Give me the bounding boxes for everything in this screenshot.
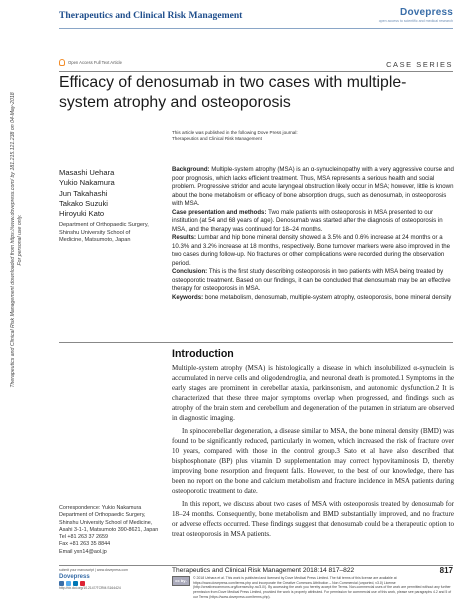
author-list [59, 168, 115, 219]
sidebar-line: For personal use only. [17, 214, 23, 266]
correspondence-line: Shinshu University School of Medicine, [59, 519, 153, 526]
intro-paragraph: Multiple-system atrophy (MSA) is histologically a disease in which insolubilized α-synuclein is accumulated in nerve cells and oligodendroglia, and neuronal death is promoted.1 Symptoms in the early stages are prominent in cerebellar ataxia, parkinsonism, and autonomic dysfunction.2 It is characterized that these three major symptoms overlap when progressed, and findings such as atrophy of the brain stem and cerebellum and degeneration of the putamen in striatum are observed in diagnostic imaging. [172, 364, 454, 422]
abstract-text: bone metabolism, denosumab, multiple-system atrophy, osteoporosis, bone mineral density [204, 293, 452, 301]
abstract-label: Case presentation and methods: [172, 208, 267, 216]
intro-paragraph: In spinocerebellar degeneration, a disease similar to MSA, the bone mineral density (BMD) was found to be significantly reduced, particularly in women, which increased the risk of fracture over 10 years, compared with those in the control group.3 Sato et al have also described that bisphosphonate (BP) plus vitamin D supplementation may correct hypovitaminosis D, thereby improving bone resorption and frequent falls. However, to the best of our knowledge, there has been no report on the bone and calcium metabolism and fracture incidence in MSA patients during osteoporotic treatment to date. [172, 427, 454, 495]
publisher-logo[interactable] [379, 7, 453, 23]
correspondence-line: Correspondence: Yukio Nakamura [59, 505, 142, 511]
publisher-tagline: open access to scientific and medical research [378, 19, 453, 23]
correspondence-line: Department of Orthopaedic Surgery, [59, 512, 146, 519]
affiliation-line: Shinshu University School of [59, 229, 131, 236]
section-heading: Introduction [172, 348, 234, 360]
correspondence-line: Tel +81 263 37 2659 [59, 534, 109, 541]
abstract-text: This is the first study describing osteoporosis in two patients with MSA being treated by osteoporotic treatment. Based on our findings, it can be concluded that denosumab may be an effective therapy for osteoporosis in MSA. [172, 268, 451, 292]
footer-brand[interactable]: Dovepress [59, 573, 90, 580]
download-sidebar [6, 92, 28, 388]
author-name: Takako Suzuki [59, 198, 108, 208]
correspondence-email[interactable]: Email yxn14@aol.jp [59, 548, 107, 555]
abstract-background [172, 166, 454, 209]
journal-title: Therapeutics and Clinical Risk Management [59, 10, 243, 21]
page-number: 817 [439, 566, 453, 575]
sidebar-text [10, 92, 24, 387]
abstract-results [172, 234, 454, 268]
intro-paragraph: In this report, we discuss about two cases of MSA with osteoporosis treated by denosumab for 18–24 months. Consequently, bone metabolism and BMD substantially improved, and no fracture or adverse effects occurred. These findings suggest that denosumab could be a therapeutic option to treat osteoporosis in MSA patients. [172, 500, 454, 538]
author-name: Jun Takahashi [59, 188, 108, 198]
article-type: CASE SERIES [386, 60, 453, 69]
open-access-label [59, 59, 122, 66]
affiliation [59, 222, 169, 245]
footer-submit-block [59, 568, 159, 591]
footer-citation: Therapeutics and Clinical Risk Management 2018:14 817–822 [172, 567, 355, 574]
article-title [59, 73, 454, 112]
abstract-text: Multiple-system atrophy (MSA) is an α-synucleinopathy with a very aggressive course and poor prognosis, which lacks efficient treatment. Thus, MSA represents a serious health and social problem. Progressive stridor and acute laryngeal obstruction likely occur in MSA; however, little is known about the bone metabolism or efficacy of bone absorption drugs, such as denosumab, in osteoporosis with MSA. [172, 166, 454, 207]
header-divider [59, 28, 453, 29]
footer-divider [59, 565, 453, 566]
affiliation-line: Department of Orthopaedic Surgery, [59, 222, 149, 228]
abstract-label: Conclusion: [172, 268, 208, 275]
license-block [172, 576, 454, 600]
correspondence-line: Asahi 3-1-1, Matsumoto 390-8621, Japan [59, 526, 159, 533]
correspondence [59, 505, 169, 556]
abstract-methods [172, 209, 454, 235]
open-access-text: Open Access Full Text Article [68, 60, 122, 65]
author-name: Masashi Uehara [59, 168, 115, 177]
abstract-label: Background: [172, 166, 210, 173]
doi-link[interactable]: http://dx.doi.org/10.2147/TCRM.S164424 [59, 586, 121, 591]
title-line: Efficacy of denosumab in two cases with multiple- [59, 74, 407, 91]
creative-commons-icon: cc by-nc [172, 576, 190, 586]
publisher-brand: Dovepress [400, 7, 453, 18]
author-name: Yukio Nakamura [59, 178, 115, 188]
abstract-conclusion [172, 268, 454, 294]
title-line: system atrophy and osteoporosis [59, 93, 291, 111]
affiliation-line: Medicine, Matsumoto, Japan [59, 237, 131, 244]
abstract [172, 166, 454, 302]
pub-note-line: Therapeutics and Clinical Risk Management [172, 136, 262, 142]
open-access-lock-icon [59, 59, 65, 66]
abstract-divider [59, 342, 453, 343]
abstract-text: Lumbar and hip bone mineral density showed a 3.5% and 0.6% increase at 24 months or a 10.3% and 3.2% increase at 18 months, respectively. Bone turnover markers were also improved in the two cases during follow-up. No fractures or other complications were recorded during the observation period. [172, 234, 450, 267]
abstract-label: Keywords: [172, 293, 204, 301]
pub-note-line: This article was published in the following Dove Press journal: [172, 130, 298, 135]
sidebar-line: Therapeutics and Clinical Risk Management downloaded from https://www.dovepress.com/ by 181.215.121.238 on 04-May-2018 [10, 92, 16, 388]
abstract-text: Two male patients with osteoporosis in MSA presented to our institution (at 54 and 68 years of age). Denosumab was started after the diagnosis of osteoporosis in MSA, and the therapy was continued for 18–24 months. [172, 208, 443, 233]
correspondence-line: Fax +81 263 35 8844 [59, 541, 111, 548]
abstract-keywords [172, 294, 454, 303]
submit-link[interactable]: submit your manuscript | www.dovepress.com [59, 568, 128, 572]
introduction-body [172, 363, 454, 539]
author-name: Hiroyuki Kato [59, 209, 105, 219]
title-divider [59, 71, 453, 72]
publication-note [172, 130, 298, 143]
abstract-label: Results: [172, 234, 197, 241]
license-text: © 2018 Uehara et al. This work is published and licensed by Dove Medical Press Limited. The full terms of this license are available at https://www.dovepress.com/terms.php and incorporate the Creative Commons Attribution – Non Commercial (unported, v3.0) License (http://creativecommons.org/licenses/by-nc/3.0/). By accessing the work you hereby accept the Terms. Non-commercial uses of the work are permitted without any further permission from Dove Medical Press Limited, provided the work is properly attributed. For permission for commercial use of this work, please see paragraphs 4.2 and 5 of our Terms (https://www.dovepress.com/terms.php). [193, 576, 452, 599]
